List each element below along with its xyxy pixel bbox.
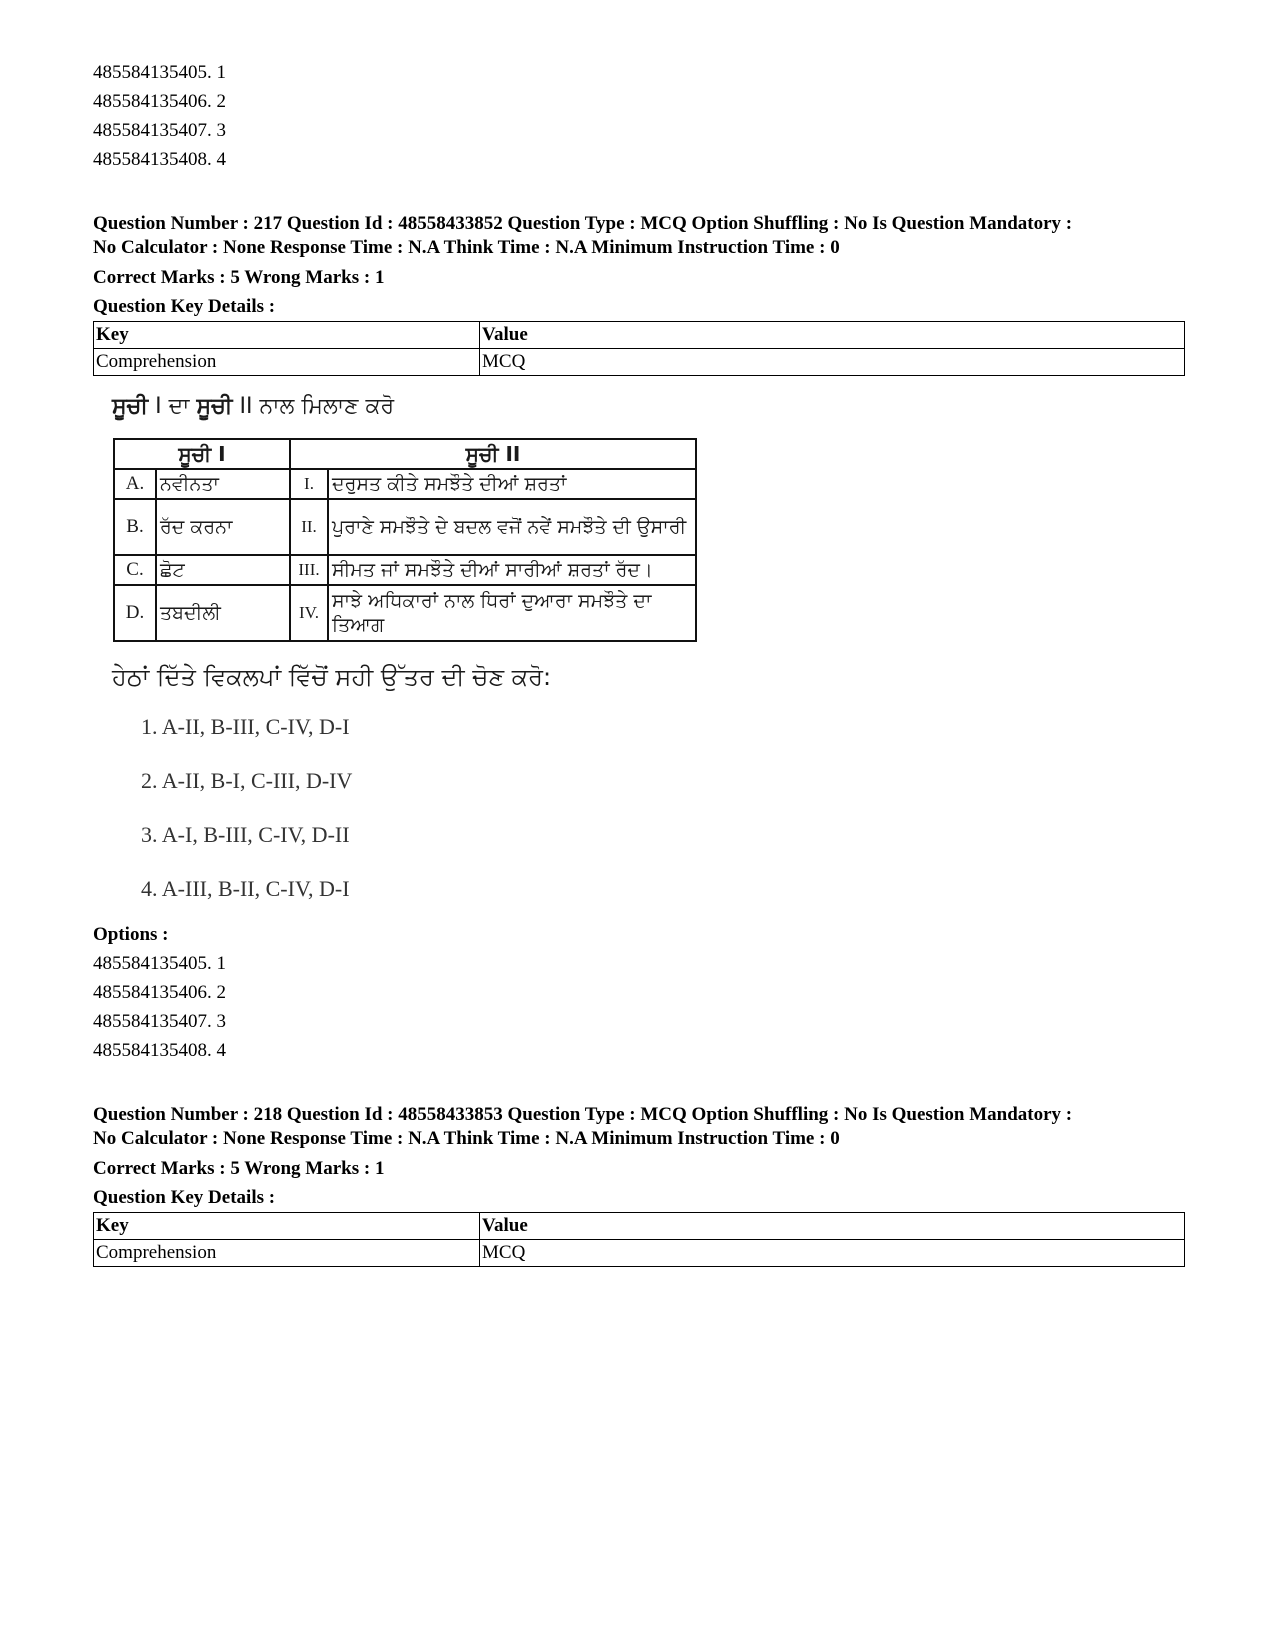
- question-image: [93, 390, 733, 916]
- roman-numeral: II.: [290, 499, 328, 555]
- match-row: [114, 469, 696, 499]
- key-table-header-row: [94, 322, 1185, 349]
- list-1-item: ਰੱਦ ਕਰਨਾ: [156, 499, 290, 555]
- list-1-item: ਛੋਟ: [156, 555, 290, 585]
- document-page: [93, 58, 1185, 1267]
- roman-numeral: III.: [290, 555, 328, 585]
- answer-choice: 2. A-II, B-I, C-III, D-IV: [141, 768, 353, 793]
- title-bold-1: ਸੂਚੀ: [112, 394, 149, 419]
- question-title: [112, 390, 733, 424]
- question-217: [93, 212, 1185, 1065]
- list-2-item: ਪੁਰਾਣੇ ਸਮਝੌਤੇ ਦੇ ਬਦਲ ਵਜੋਂ ਨਵੇਂ ਸਮਝੌਤੇ ਦੀ ਉਸਾਰੀ: [328, 499, 696, 555]
- key-table-row: [94, 1240, 1185, 1267]
- option-line: 485584135406. 2: [93, 982, 226, 1003]
- options-label: Options :: [93, 924, 169, 945]
- option-line: 485584135408. 4: [93, 1040, 226, 1061]
- spacer: [93, 1065, 1185, 1103]
- answer-choice: 3. A-I, B-III, C-IV, D-II: [141, 822, 350, 847]
- value-cell: MCQ: [480, 349, 1185, 376]
- list-2-item: ਸਾਝੇ ਅਧਿਕਾਰਾਂ ਨਾਲ ਧਿਰਾਂ ਦੁਆਰਾ ਸਮਝੌਤੇ ਦਾ ਤਿਆਗ: [328, 585, 696, 641]
- key-column-header: Key: [94, 1213, 480, 1240]
- option-line: 485584135408. 4: [93, 149, 226, 170]
- row-label: A.: [114, 469, 156, 499]
- key-details-table: [93, 321, 1185, 376]
- key-details-table: [93, 1212, 1185, 1267]
- list-2-item: ਸੀਮਤ ਜਾਂ ਸਮਝੌਤੇ ਦੀਆਂ ਸਾਰੀਆਂ ਸ਼ਰਤਾਂ ਰੱਦ।: [328, 555, 696, 585]
- previous-options-list: [93, 58, 1185, 174]
- match-row: [114, 555, 696, 585]
- question-header-line-2: No Calculator : None Response Time : N.A Think Time : N.A Minimum Instruction Time : 0: [93, 237, 840, 258]
- answer-choice: 1. A-II, B-III, C-IV, D-I: [141, 714, 350, 739]
- match-row: [114, 499, 696, 555]
- key-table-header-row: [94, 1213, 1185, 1240]
- roman-numeral: IV.: [290, 585, 328, 641]
- roman-numeral: I.: [290, 469, 328, 499]
- list-2-header: ਸੂਚੀ II: [290, 439, 696, 469]
- match-table-header-row: [114, 439, 696, 469]
- title-text-2: II ਨਾਲ ਮਿਲਾਣ ਕਰੋ: [232, 394, 395, 419]
- option-line: 485584135405. 1: [93, 62, 226, 83]
- option-line: 485584135406. 2: [93, 91, 226, 112]
- value-column-header: Value: [480, 322, 1185, 349]
- list-1-item: ਤਬਦੀਲੀ: [156, 585, 290, 641]
- match-table: [113, 438, 697, 642]
- key-details-label: Question Key Details :: [93, 296, 276, 317]
- option-line: 485584135405. 1: [93, 953, 226, 974]
- marks-line: Correct Marks : 5 Wrong Marks : 1: [93, 267, 385, 288]
- value-column-header: Value: [480, 1213, 1185, 1240]
- list-2-item: ਦਰੁਸਤ ਕੀਤੇ ਸਮਝੌਤੇ ਦੀਆਂ ਸ਼ਰਤਾਂ: [328, 469, 696, 499]
- key-cell: Comprehension: [94, 349, 480, 376]
- question-header-line-1: Question Number : 218 Question Id : 48558433853 Question Type : MCQ Option Shuffling : No Is Question Mandatory :: [93, 1104, 1073, 1125]
- option-line: 485584135407. 3: [93, 1011, 226, 1032]
- key-details-label: Question Key Details :: [93, 1187, 276, 1208]
- key-table-row: [94, 349, 1185, 376]
- key-cell: Comprehension: [94, 1240, 480, 1267]
- question-instruction: ਹੇਠਾਂ ਦਿੱਤੇ ਵਿਕਲਪਾਂ ਵਿੱਚੋਂ ਸਹੀ ਉੱਤਰ ਦੀ ਚੋਣ ਕਰੋ:: [112, 663, 552, 691]
- match-row: [114, 585, 696, 641]
- spacer: [93, 174, 1185, 212]
- key-column-header: Key: [94, 322, 480, 349]
- answer-choices: [141, 700, 733, 916]
- answer-choice: 4. A-III, B-II, C-IV, D-I: [141, 876, 350, 901]
- marks-line: Correct Marks : 5 Wrong Marks : 1: [93, 1158, 385, 1179]
- row-label: D.: [114, 585, 156, 641]
- question-218: [93, 1103, 1185, 1267]
- row-label: C.: [114, 555, 156, 585]
- option-line: 485584135407. 3: [93, 120, 226, 141]
- question-header-line-1: Question Number : 217 Question Id : 48558433852 Question Type : MCQ Option Shuffling : No Is Question Mandatory :: [93, 213, 1073, 234]
- list-1-header: ਸੂਚੀ I: [114, 439, 290, 469]
- title-text-1: I ਦਾ: [148, 394, 197, 419]
- value-cell: MCQ: [480, 1240, 1185, 1267]
- list-1-item: ਨਵੀਨਤਾ: [156, 469, 290, 499]
- row-label: B.: [114, 499, 156, 555]
- options-list: [93, 949, 1185, 1065]
- question-header-line-2: No Calculator : None Response Time : N.A Think Time : N.A Minimum Instruction Time : 0: [93, 1128, 840, 1149]
- title-bold-2: ਸੂਚੀ: [196, 394, 233, 419]
